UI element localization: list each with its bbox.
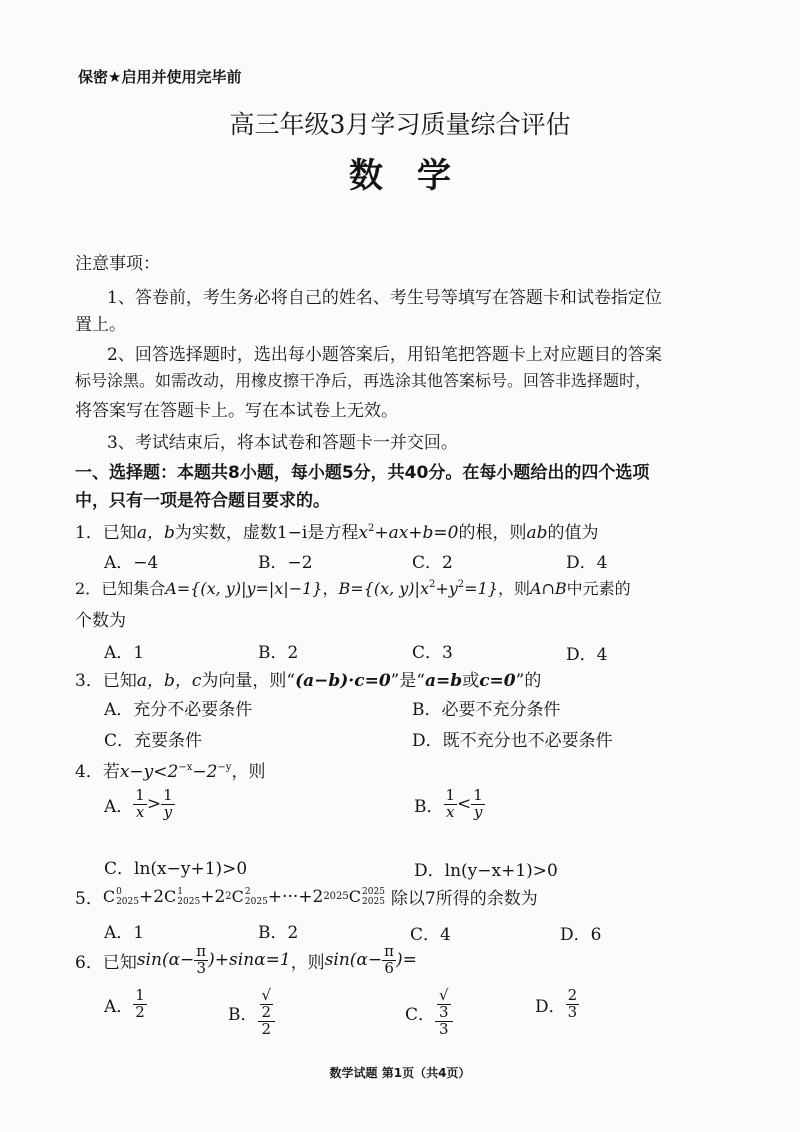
q2-text: 已知集合 xyxy=(101,579,166,598)
denominator: y xyxy=(163,802,173,821)
q5-option-c: C．4 xyxy=(410,925,451,945)
q4-text: ，则 xyxy=(231,762,266,782)
q3-option-a: A．充分不必要条件 xyxy=(104,700,253,720)
option-label: D． xyxy=(535,996,566,1017)
q2-set-a: A={(x, y)|y=|x|−1} xyxy=(165,579,323,598)
denominator: 3 xyxy=(567,1002,578,1021)
q4-math: x−y<2 xyxy=(119,762,179,782)
numerator: 1 xyxy=(445,786,456,804)
numerator: π xyxy=(196,942,207,960)
denominator: 6 xyxy=(384,958,394,977)
option-label: B． xyxy=(414,796,444,817)
notice-item-2-line-3: 将答案写在答题卡上。写在本试卷上无效。 xyxy=(75,401,398,421)
q1-sup: 2 xyxy=(367,523,375,534)
question-number: 1． xyxy=(75,523,103,543)
q2-text: ， xyxy=(322,579,339,598)
q4-option-b xyxy=(414,788,485,821)
q5-option-a: A．1 xyxy=(104,923,145,943)
q6-math: sin(α− xyxy=(136,950,195,971)
q4-text: 若 xyxy=(102,762,120,782)
numerator: 2 xyxy=(567,986,578,1004)
q1-option-d: D．4 xyxy=(566,553,608,573)
question-1-stem xyxy=(75,518,599,543)
q2-intersection: A∩B xyxy=(529,579,567,598)
sqrt-symbol: √ xyxy=(439,986,449,1004)
q1-text: 的根，则 xyxy=(458,523,527,543)
comb-c: C xyxy=(231,887,244,906)
denominator: x xyxy=(135,802,145,821)
q2-option-c: C．3 xyxy=(412,643,453,663)
q3-text: 或 xyxy=(462,671,480,691)
comb-c: C xyxy=(102,887,116,906)
q5-plus: +2 xyxy=(200,886,226,907)
question-number: 2． xyxy=(75,579,102,598)
q2-set-b: +y xyxy=(435,579,458,598)
numerator: 1 xyxy=(135,986,145,1004)
q3-math: a=b xyxy=(425,671,463,691)
exam-title: 高三年级3月学习质量综合评估 xyxy=(229,110,571,139)
q1-option-b: B．−2 xyxy=(258,553,313,573)
combination-term xyxy=(103,887,139,907)
comb-n: 2025 xyxy=(116,896,139,907)
notice-item-2-line-1: 2、回答选择题时，选出每小题答案后，用铅笔把答题卡上对应题目的答案 xyxy=(107,345,662,365)
q6-option-b xyxy=(228,988,275,1037)
option-label: C． xyxy=(405,1005,436,1026)
q6-option-a xyxy=(104,988,147,1021)
q3-text: ”的 xyxy=(515,671,542,691)
fraction xyxy=(161,788,175,821)
numerator: 1 xyxy=(135,786,145,804)
denominator: 3 xyxy=(196,958,206,977)
q1-math: x xyxy=(358,523,368,543)
subject-title: 数学 xyxy=(349,156,485,196)
comb-k: 2025 xyxy=(362,886,385,897)
radicand: 2 xyxy=(260,1004,274,1021)
q3-text: ”是“ xyxy=(390,671,426,691)
q1-math: ab xyxy=(526,523,548,543)
question-number: 6． xyxy=(75,952,103,973)
fraction xyxy=(471,788,485,821)
question-2-stem xyxy=(75,576,631,599)
q5-option-d: D．6 xyxy=(560,925,602,945)
question-number: 3． xyxy=(75,671,103,691)
fraction xyxy=(258,988,276,1037)
option-label: A． xyxy=(104,796,134,817)
q4-sup: −y xyxy=(217,762,232,773)
q1-option-a: A．−4 xyxy=(104,553,159,573)
notice-item-1-line-2: 置上。 xyxy=(75,315,126,335)
comb-n: 2025 xyxy=(244,896,268,907)
q2-sup: 2 xyxy=(428,579,436,590)
q2-option-d: D．4 xyxy=(566,645,608,665)
notice-item-3: 3、考试结束后，将本试卷和答题卡一并交回。 xyxy=(107,433,458,453)
q1-text: 为实数，虚数 xyxy=(174,523,277,543)
denominator: 3 xyxy=(439,1019,449,1038)
q3-option-b: B．必要不充分条件 xyxy=(412,700,561,720)
q4-option-d: D．ln(y−x+1)>0 xyxy=(414,861,558,881)
q3-math: (a−b)·c=0 xyxy=(295,671,391,691)
q1-text: 的值为 xyxy=(547,523,599,543)
q4-math: −2 xyxy=(192,762,218,782)
q6-text: 已知 xyxy=(102,952,137,973)
radicand: 3 xyxy=(437,1004,451,1021)
q3-text: 已知 xyxy=(102,671,137,691)
combination-term xyxy=(164,887,200,907)
question-2-stem-line-2: 个数为 xyxy=(75,611,126,631)
q1-option-c: C．2 xyxy=(412,553,453,573)
combination-term xyxy=(232,887,268,907)
option-label: B． xyxy=(228,1005,258,1026)
q2-set-b: B={(x, y)|x xyxy=(338,579,429,598)
denominator: x xyxy=(446,802,455,821)
q3-math: a，b，c xyxy=(136,671,202,691)
numerator: 1 xyxy=(163,786,173,804)
q3-option-d: D．既不充分也不必要条件 xyxy=(412,731,613,751)
q5-dots: +···+2 xyxy=(267,886,324,907)
q4-sup: −x xyxy=(178,762,193,773)
combination-term xyxy=(349,887,385,907)
option-label: A． xyxy=(104,996,134,1017)
q4-option-a xyxy=(104,788,175,821)
q1-math: a，b xyxy=(136,523,175,543)
q3-text: 为向量，则“ xyxy=(201,671,296,691)
denominator: y xyxy=(473,802,483,821)
question-5-stem: 5． C 0 2025 +2 C 1 2025 +2 2 C 2 2025 +···+2 2025 C 2025 2025 除以7所得的余数为 xyxy=(75,884,538,909)
q1-text: 是方程 xyxy=(307,523,359,543)
question-4-stem xyxy=(75,757,265,782)
comb-k: 2 xyxy=(244,886,251,897)
q2-sup: 2 xyxy=(457,579,465,590)
q2-set-b: =1} xyxy=(464,579,498,598)
comb-n: 2025 xyxy=(177,896,201,907)
relation: > xyxy=(146,794,162,815)
comb-n: 2025 xyxy=(362,896,385,907)
q3-option-c: C．充要条件 xyxy=(104,731,203,751)
fraction xyxy=(435,988,453,1037)
fraction xyxy=(382,944,396,977)
fraction xyxy=(133,988,147,1021)
q5-option-b: B．2 xyxy=(258,923,299,943)
question-number: 5． xyxy=(75,889,103,909)
q1-math: +ax+b=0 xyxy=(374,523,459,543)
confidential-label: 保密★启用并使用完毕前 xyxy=(78,68,242,86)
sqrt-symbol: √ xyxy=(261,986,272,1004)
comb-c: C xyxy=(164,887,177,906)
fraction xyxy=(194,944,208,977)
comb-k: 1 xyxy=(177,886,184,897)
question-number: 4． xyxy=(75,762,103,782)
q2-text: 中元素的 xyxy=(566,579,631,598)
q1-text: 已知 xyxy=(102,523,137,543)
fraction xyxy=(444,788,458,821)
q1-math: 1−i xyxy=(276,523,308,543)
notice-heading: 注意事项： xyxy=(75,254,160,274)
page-footer: 数学试题 第1页（共4页） xyxy=(329,1066,471,1080)
numerator: 1 xyxy=(473,786,483,804)
question-6-stem xyxy=(75,944,417,977)
denominator: 2 xyxy=(135,1002,145,1021)
q6-option-d xyxy=(535,988,579,1021)
section-1-instructions-line-1: 一、选择题：本题共8小题，每小题5分，共40分。在每小题给出的四个选项 xyxy=(75,463,650,483)
comb-c: C xyxy=(348,887,362,906)
q6-math: sin(α− xyxy=(324,950,383,971)
q2-option-a: A．1 xyxy=(104,643,145,663)
relation: < xyxy=(457,794,472,815)
q6-text: ，则 xyxy=(290,952,325,973)
q3-math: c=0 xyxy=(479,671,516,691)
section-1-instructions-line-2: 中，只有一项是符合题目要求的。 xyxy=(75,491,330,511)
notice-item-1-line-1: 1、答卷前，考生务必将自己的姓名、考生号等填写在答题卡和试卷指定位 xyxy=(107,288,662,308)
fraction xyxy=(133,788,147,821)
denominator: 2 xyxy=(261,1019,272,1038)
notice-item-2-line-2: 标号涂黑。如需改动，用橡皮擦干净后，再选涂其他答案标号。回答非选择题时， xyxy=(75,371,652,390)
numerator xyxy=(258,988,276,1022)
fraction xyxy=(566,988,580,1021)
numerator xyxy=(435,988,453,1022)
q6-option-c xyxy=(405,988,453,1037)
q6-math: )+sinα=1 xyxy=(208,950,291,971)
q6-math: )= xyxy=(396,950,417,971)
q5-text: 除以7所得的余数为 xyxy=(390,889,538,909)
comb-k: 0 xyxy=(116,886,122,897)
q2-option-b: B．2 xyxy=(258,643,299,663)
q5-plus: +2 xyxy=(138,886,165,907)
question-3-stem xyxy=(75,666,541,691)
q2-text: ，则 xyxy=(497,579,530,598)
numerator: π xyxy=(384,942,395,960)
q4-option-c: C．ln(x−y+1)>0 xyxy=(104,859,248,879)
